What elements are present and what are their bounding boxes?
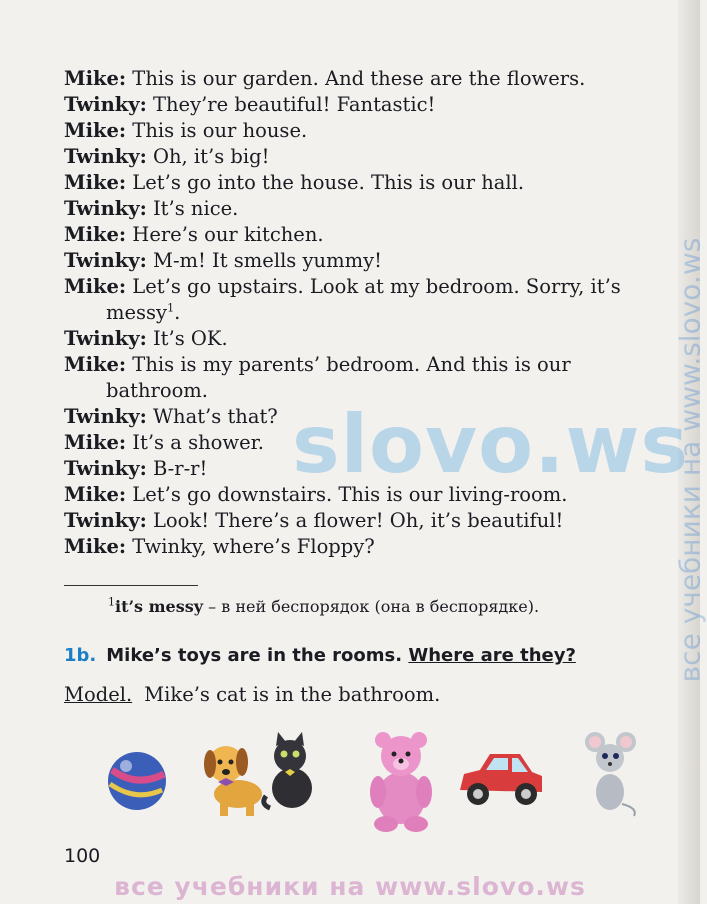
speaker-name: Mike:	[64, 67, 127, 90]
model-text: Mike’s cat is in the bathroom.	[144, 683, 441, 706]
speaker-name: Twinky:	[64, 93, 147, 116]
speaker-name: Twinky:	[64, 509, 147, 532]
line-text: Twinky, where’s Floppy?	[126, 535, 375, 558]
line-text: Look! There’s a flower! Oh, it’s beautiful!	[146, 509, 564, 532]
speaker-name: Mike:	[64, 535, 127, 558]
dialogue-line	[64, 66, 649, 92]
mouse-image	[582, 728, 642, 818]
footnote-rule	[64, 585, 198, 586]
line-text: B-r-r!	[146, 457, 208, 480]
speaker-name: Mike:	[64, 275, 127, 298]
dialogue-line	[64, 456, 649, 482]
task-question: Where are they?	[408, 645, 576, 666]
car-image	[454, 740, 546, 816]
dialogue	[64, 66, 649, 560]
speaker-name: Mike:	[64, 223, 127, 246]
dog-image	[198, 734, 268, 820]
footnote-ref: 1	[167, 301, 175, 315]
speaker-name: Twinky:	[64, 457, 147, 480]
dialogue-line	[64, 326, 649, 352]
line-text: M-m! It smells yummy!	[146, 249, 382, 272]
line-text: This is our garden. And these are the flowers.	[126, 67, 586, 90]
footnote-translation: – в ней беспорядок (она в беспорядке).	[203, 597, 540, 616]
speaker-name: Twinky:	[64, 405, 147, 428]
speaker-name: Twinky:	[64, 145, 147, 168]
model-example	[64, 683, 440, 706]
line-text-end: .	[174, 301, 181, 324]
speaker-name: Mike:	[64, 171, 127, 194]
dialogue-line	[64, 170, 649, 196]
line-text: They’re beautiful! Fantastic!	[146, 93, 436, 116]
task-text: Mike’s toys are in the rooms.	[106, 645, 409, 666]
toys-illustration	[100, 728, 660, 838]
speaker-name: Twinky:	[64, 249, 147, 272]
dialogue-line	[64, 404, 649, 430]
line-text: Let’s go into the house. This is our hall.	[126, 171, 525, 194]
page-number: 100	[64, 845, 101, 867]
line-text: It’s a shower.	[126, 431, 264, 454]
dialogue-line	[64, 222, 649, 248]
dialogue-line	[64, 92, 649, 118]
cat-image	[260, 732, 322, 812]
dialogue-line	[64, 118, 649, 144]
dialogue-line	[64, 534, 649, 560]
model-label: Model.	[64, 683, 133, 706]
line-text: Let’s go downstairs. This is our living-room.	[126, 483, 568, 506]
dialogue-line	[64, 248, 649, 274]
speaker-name: Twinky:	[64, 327, 147, 350]
line-text: Here’s our kitchen.	[126, 223, 324, 246]
watermark-side: все учебники на www.slovo.ws	[673, 237, 707, 683]
footnote-term: it’s messy	[115, 597, 204, 616]
dialogue-line	[64, 144, 649, 170]
task-heading	[64, 645, 576, 666]
footnote-number: 1	[108, 595, 115, 609]
speaker-name: Mike:	[64, 353, 127, 376]
dialogue-line	[64, 196, 649, 222]
watermark-center: slovo.ws	[292, 398, 690, 491]
footnote	[108, 597, 539, 616]
task-number: 1b.	[64, 645, 97, 666]
line-text: Oh, it’s big!	[146, 145, 270, 168]
watermark-bottom: все учебники на www.slovo.ws	[114, 872, 586, 901]
line-text: This is my parents’ bedroom. And this is our bathroom.	[106, 353, 571, 402]
speaker-name: Mike:	[64, 483, 127, 506]
line-text: This is our house.	[126, 119, 308, 142]
speaker-name: Mike:	[64, 119, 127, 142]
teddy-bear-image	[360, 728, 442, 834]
line-text: It’s nice.	[146, 197, 239, 220]
dialogue-line	[64, 274, 649, 326]
speaker-name: Mike:	[64, 431, 127, 454]
dialogue-line	[64, 482, 649, 508]
dialogue-line	[64, 508, 649, 534]
line-text: Let’s go upstairs. Look at my bedroom. Sorry, it’s messy	[106, 275, 621, 324]
speaker-name: Twinky:	[64, 197, 147, 220]
line-text: It’s OK.	[146, 327, 228, 350]
dialogue-line	[64, 430, 649, 456]
ball-image	[106, 750, 168, 812]
line-text: What’s that?	[146, 405, 278, 428]
dialogue-line	[64, 352, 649, 404]
